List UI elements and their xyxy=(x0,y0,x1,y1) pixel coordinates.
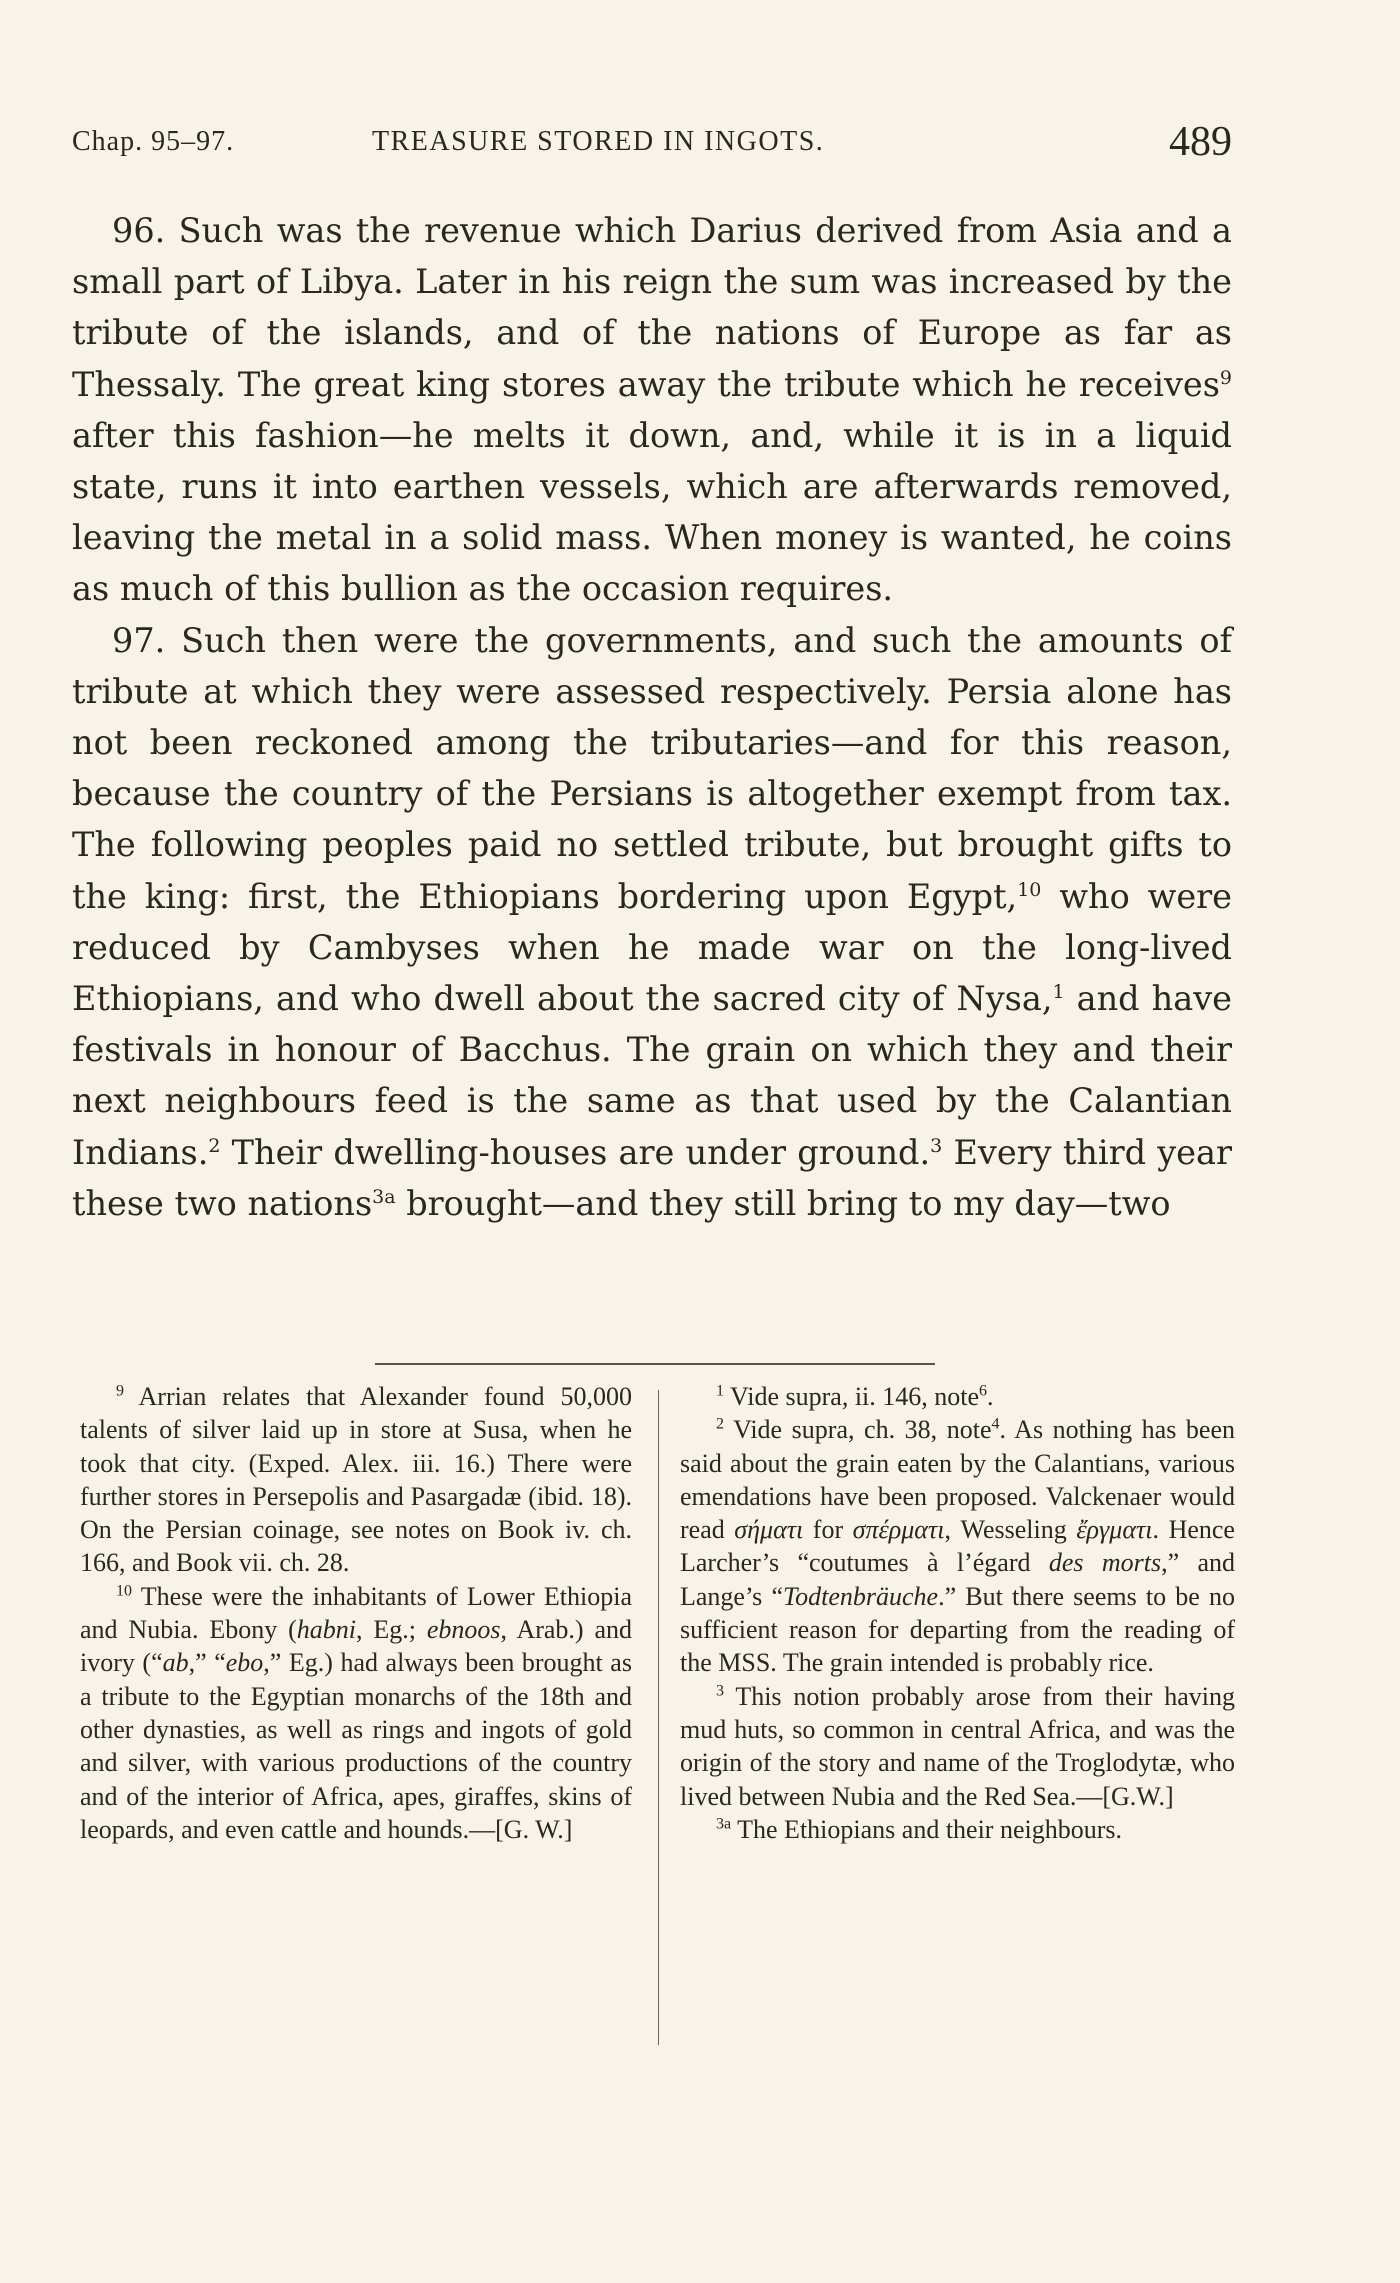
greek-word: σπέρματι xyxy=(852,1515,945,1545)
text-span: Vide supra, ii. 146, note xyxy=(724,1382,980,1411)
italic-span: habni xyxy=(296,1615,356,1645)
paragraph-97 xyxy=(72,615,1232,1229)
text-span: . Hence Larcher’s “coutumes à l’égard xyxy=(680,1515,1235,1578)
text-span: These were the inhabitants of Lower Ethiopia and Nubia. Ebony ( xyxy=(80,1581,632,1645)
text-span: ,” Eg.) had always been brought as a tribute to the Egyptian monarchs of the 18th and other dynasties, as well as rings and ingots of gold and silver, with various productions of the country and of the interior of Africa, apes, giraffes, skins of leopards, and even cattle and hounds.—[G. W.] xyxy=(80,1648,632,1844)
text-span: Vide supra, ch. 38, note xyxy=(724,1415,992,1445)
footnote-number: 1 xyxy=(716,1382,724,1400)
text-span: Their dwelling-houses are under ground. xyxy=(220,1132,931,1172)
footnote-3a xyxy=(680,1813,1235,1846)
text-span: 97. Such then were the governments, and such the amounts of tribute at which they were assessed respectively. Persia alone has not been reckoned among the tributaries—and for this reason, because the country of the Persians is altogether exempt from tax. The following peoples paid no settled tribute, but brought gifts to the king: first, the Ethiopians bordering upon Egypt, xyxy=(72,620,1232,916)
footnote-marker: 3 xyxy=(930,1134,943,1157)
text-span: for xyxy=(803,1515,853,1545)
paragraph-96 xyxy=(72,205,1232,615)
footnote-9 xyxy=(80,1380,632,1580)
text-span: and have festivals in honour of Bacchus. The grain on which they and their next neighbours feed is the same as that used by the Calantian Indians. xyxy=(72,979,1232,1172)
italic-span: ebnoos xyxy=(426,1615,501,1645)
footnote-number: 2 xyxy=(716,1415,724,1433)
text-span: .” But there seems to be no sufficient reason for departing from the reading of the MSS. The grain intended is probably rice. xyxy=(680,1581,1236,1678)
italic-span: ab xyxy=(162,1648,189,1678)
footnote-marker: 10 xyxy=(1017,878,1042,901)
footnote-10 xyxy=(80,1580,632,1846)
italic-span: Todtenbräuche xyxy=(783,1581,939,1611)
text-span: , Wesseling xyxy=(944,1515,1077,1545)
footnote-1 xyxy=(680,1380,1235,1413)
text-span: who were reduced by Cambyses when he made war on the long-lived Ethiopians, and who dwell about the sacred city of Nysa, xyxy=(72,876,1233,1019)
note-reference: 4 xyxy=(991,1415,1000,1433)
text-span: brought—and they still bring to my day—two xyxy=(395,1183,1171,1223)
footnote-number: 3a xyxy=(716,1815,732,1833)
italic-span: ebo xyxy=(225,1648,264,1678)
footnote-marker: 2 xyxy=(208,1134,221,1157)
page-number: 489 xyxy=(1169,119,1232,165)
text-span: . xyxy=(987,1382,994,1411)
column-divider xyxy=(658,1390,659,2045)
text-span: . As nothing has been said about the grain eaten by the Calantians, various emendations have been proposed. Valckenaer would read xyxy=(680,1415,1235,1545)
text-span: , Arab.) and ivory (“ xyxy=(80,1615,632,1678)
note-reference: 6 xyxy=(979,1382,988,1400)
running-title: TREASURE STORED IN INGOTS. xyxy=(372,126,825,157)
footnote-number: 10 xyxy=(116,1582,132,1600)
greek-word: σήματι xyxy=(734,1515,804,1545)
greek-word: ἔργματι xyxy=(1076,1515,1153,1545)
running-header xyxy=(72,118,1232,168)
text-span: 96. Such was the revenue which Darius derived from Asia and a small part of Libya. Later in his reign the sum was increased by the tribute of the islands, and of the nations of Europe as far as Thessaly. The great king stores away the tribute which he receives xyxy=(72,211,1232,404)
footnote-2 xyxy=(680,1413,1235,1679)
footnote-number: 3 xyxy=(716,1682,724,1700)
footnotes-left-column xyxy=(80,1380,632,1846)
text-span: This notion probably arose from their having mud huts, so common in central Africa, and was the origin of the story and name of the Troglodytæ, who lived between Nubia and the Red Sea.—[G.W.] xyxy=(680,1681,1235,1811)
footnote-marker: 9 xyxy=(1219,366,1232,389)
text-span: ,” and Lange’s “ xyxy=(680,1548,1235,1611)
footnote-rule xyxy=(375,1363,935,1365)
text-span: Arrian relates that Alexander found 50,000 talents of silver laid up in store at Susa, when he took that city. (Exped. Alex. iii. 16.) There were further stores in Persepolis and Pasargadæ (ibid. 18). On the Persian coinage, see notes on Book iv. ch. 166, and Book vii. ch. 28. xyxy=(80,1382,632,1578)
footnote-marker: 3a xyxy=(372,1185,396,1208)
chapter-reference: Chap. 95–97. xyxy=(72,126,235,157)
italic-span: des morts xyxy=(1048,1548,1162,1578)
text-span: The Ethiopians and their neighbours. xyxy=(731,1814,1122,1844)
footnote-marker: 1 xyxy=(1052,980,1065,1003)
main-text xyxy=(72,205,1232,1229)
footnotes-right-column xyxy=(680,1380,1235,1846)
text-span: ,” “ xyxy=(188,1648,226,1678)
text-span: Every third year these two nations xyxy=(72,1132,1232,1223)
footnote-3 xyxy=(680,1680,1235,1813)
footnote-number: 9 xyxy=(116,1382,124,1400)
text-span: after this fashion—he melts it down, and, while it is in a liquid state, runs it into earthen vessels, which are afterwards removed, leaving the metal in a solid mass. When money is wanted, he coins as much of this bullion as the occasion requires. xyxy=(72,415,1232,609)
text-span: , Eg.; xyxy=(355,1615,427,1645)
